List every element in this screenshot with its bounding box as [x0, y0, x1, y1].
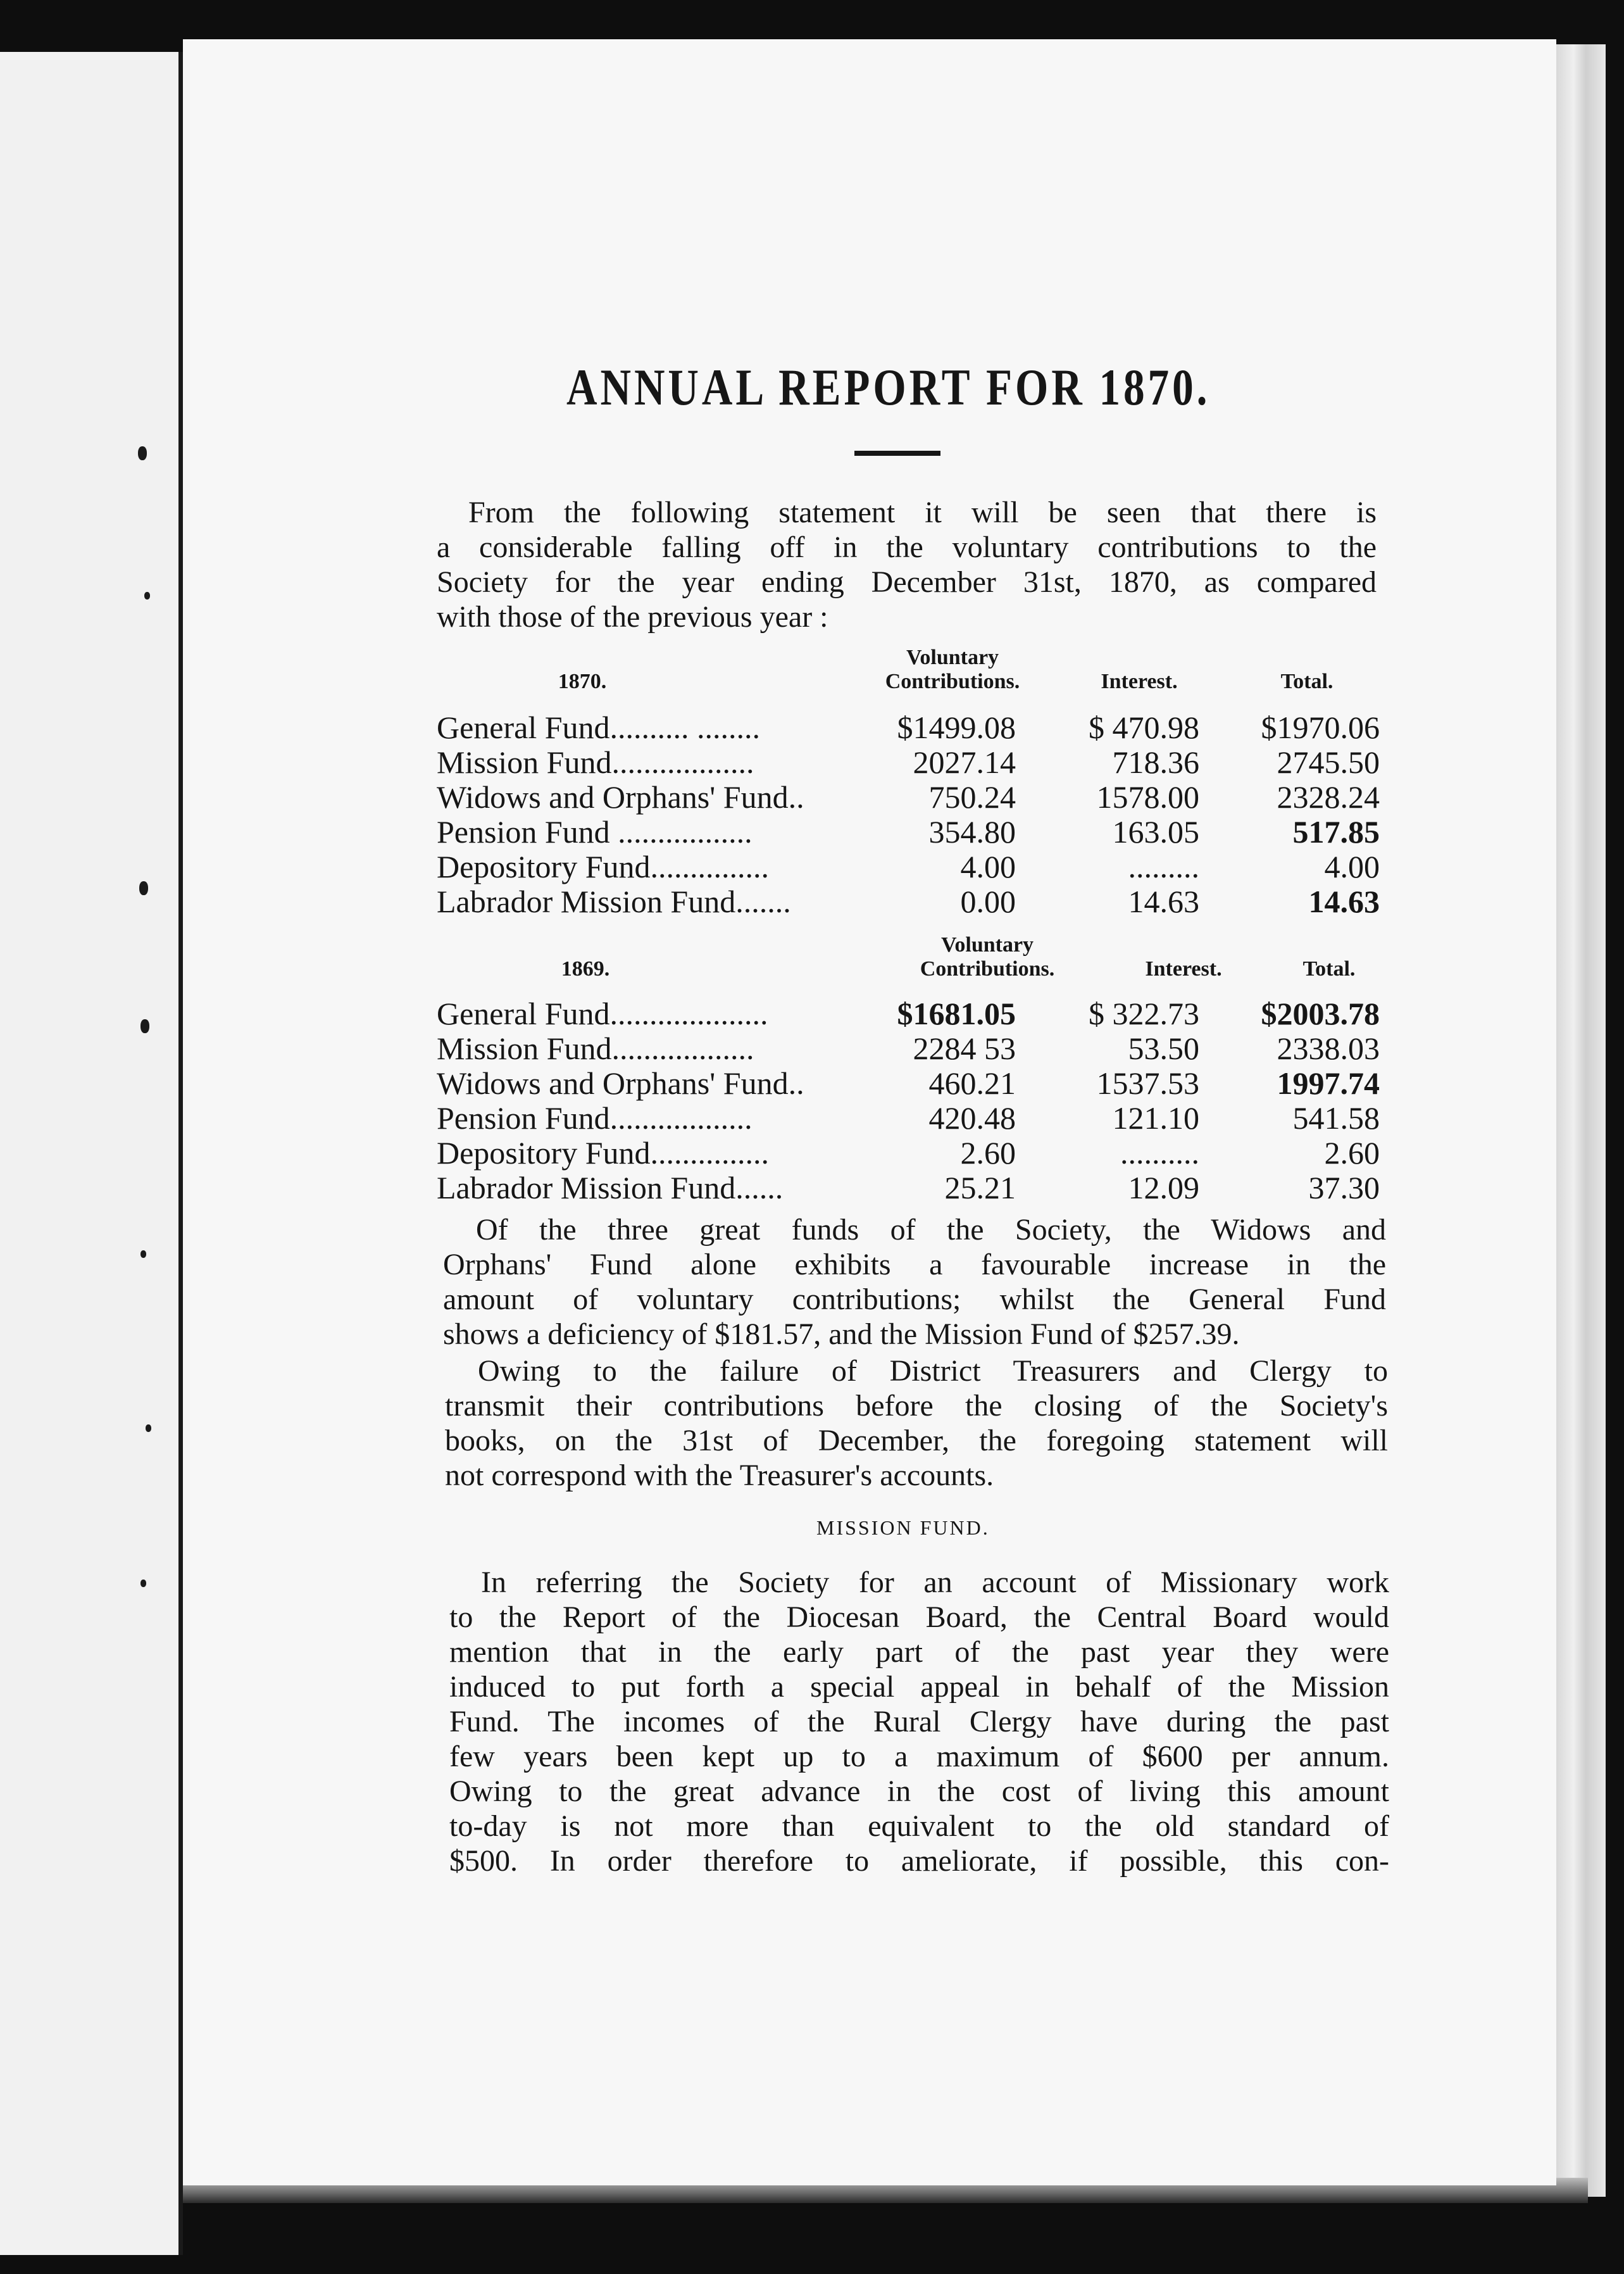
voluntary-value: $1681.05	[897, 996, 1016, 1031]
paragraph-line: Owing to the great advance in the cost of living this amount	[449, 1775, 1389, 1808]
page-title: ANNUAL REPORT FOR 1870.	[566, 358, 1211, 416]
paragraph-line: Fund. The incomes of the Rural Clergy have during the past	[449, 1705, 1389, 1738]
mission-paragraph	[449, 1565, 1389, 1878]
left-page-edge	[0, 52, 180, 2255]
binding-hole-mark	[141, 1250, 146, 1258]
paragraph-line: with those of the previous year :	[437, 600, 828, 634]
intro-paragraph	[437, 495, 1377, 634]
column-header-voluntary-line2: Contributions.	[920, 957, 1055, 981]
binding-hole-mark	[141, 1580, 146, 1587]
paragraph-line: shows a deficiency of $181.57, and the Mission Fund of $257.39.	[443, 1317, 1240, 1351]
paragraph-line: Orphans' Fund alone exhibits a favourable increase in the	[443, 1248, 1386, 1281]
fund-name: Mission Fund..................	[437, 744, 754, 780]
total-value: $2003.78	[1261, 996, 1380, 1031]
paragraph-line: to the Report of the Diocesan Board, the Central Board would	[449, 1600, 1389, 1634]
fund-name: General Fund.......... ........	[437, 710, 761, 745]
table-row	[437, 744, 1380, 779]
table-row	[437, 1169, 1380, 1204]
treasurers-paragraph	[445, 1354, 1388, 1493]
year-label-1870: 1870.	[558, 670, 607, 693]
interest-value: $ 470.98	[1089, 710, 1199, 745]
column-header-voluntary-line2: Contributions.	[885, 670, 1020, 693]
paragraph-line: books, on the 31st of December, the foregoing statement will	[445, 1424, 1388, 1457]
fund-name: Pension Fund .................	[437, 814, 753, 850]
table-row	[437, 1065, 1380, 1100]
column-header-interest: Interest.	[1101, 670, 1178, 693]
paragraph-line: mention that in the early part of the past year they were	[449, 1635, 1389, 1669]
fund-name: Pension Fund..................	[437, 1100, 753, 1136]
funds-paragraph	[443, 1212, 1386, 1352]
total-value: 4.00	[1324, 849, 1380, 884]
paragraph-line: Of the three great funds of the Society, the Widows and	[476, 1213, 1386, 1247]
total-value: 541.58	[1292, 1100, 1380, 1136]
voluntary-value: 0.00	[960, 884, 1016, 919]
voluntary-value: 354.80	[928, 814, 1016, 850]
binding-hole-mark	[146, 1424, 151, 1432]
table-row	[437, 1030, 1380, 1065]
column-header-voluntary	[851, 646, 1054, 694]
column-header-voluntary-line1: Voluntary	[906, 646, 999, 669]
paragraph-line: induced to put forth a special appeal in behalf of the Mission	[449, 1670, 1389, 1704]
paragraph-line: transmit their contributions before the closing of the Society's	[445, 1389, 1388, 1423]
voluntary-value: 4.00	[960, 849, 1016, 884]
total-value: 2338.03	[1277, 1031, 1380, 1066]
table-row	[437, 995, 1380, 1030]
paragraph-line: Society for the year ending December 31st, 1870, as compared	[437, 565, 1377, 599]
fund-name: Widows and Orphans' Fund..	[437, 779, 804, 815]
paragraph-line: In referring the Society for an account of Missionary work	[481, 1566, 1389, 1599]
binding-hole-mark	[141, 1019, 149, 1033]
interest-value: 1537.53	[1096, 1065, 1199, 1101]
paragraph-line: not correspond with the Treasurer's accounts.	[445, 1459, 994, 1492]
voluntary-value: 420.48	[928, 1100, 1016, 1136]
column-header-total: Total.	[1280, 670, 1334, 693]
paragraph-line: From the following statement it will be seen that there is	[468, 496, 1377, 529]
fund-name: Labrador Mission Fund......	[437, 1170, 784, 1205]
binding-hole-mark	[138, 446, 147, 460]
paragraph-line: Owing to the failure of District Treasurers and Clergy to	[478, 1354, 1388, 1388]
stacked-page-edges	[1556, 44, 1606, 2197]
column-header-voluntary	[883, 933, 1092, 981]
fund-name: Widows and Orphans' Fund..	[437, 1065, 804, 1101]
table-row	[437, 779, 1380, 813]
total-value: $1970.06	[1261, 710, 1380, 745]
fund-name: Labrador Mission Fund.......	[437, 884, 791, 919]
total-value: 2.60	[1324, 1135, 1380, 1171]
section-heading: MISSION FUND.	[816, 1516, 990, 1539]
interest-value: ..........	[1120, 1135, 1199, 1171]
year-label-1869: 1869.	[561, 957, 610, 981]
title-rule	[854, 451, 940, 456]
binding-hole-mark	[139, 881, 148, 895]
voluntary-value: 2027.14	[913, 744, 1016, 780]
fund-name: General Fund....................	[437, 996, 768, 1031]
interest-value: $ 322.73	[1089, 996, 1199, 1031]
table-row	[437, 1100, 1380, 1134]
fund-name: Mission Fund..................	[437, 1031, 754, 1066]
binding-hole-mark	[144, 592, 150, 600]
interest-value: .........	[1128, 849, 1199, 884]
column-header-total: Total.	[1302, 957, 1356, 981]
column-header-voluntary-line1: Voluntary	[940, 933, 1034, 957]
voluntary-value: 460.21	[928, 1065, 1016, 1101]
table-row	[437, 848, 1380, 883]
voluntary-value: 2284 53	[913, 1031, 1016, 1066]
total-value: 517.85	[1292, 814, 1380, 850]
table-row	[437, 1134, 1380, 1169]
paragraph-line: to-day is not more than equivalent to the old standard of	[449, 1809, 1389, 1843]
interest-value: 718.36	[1112, 744, 1199, 780]
total-value: 37.30	[1308, 1170, 1380, 1205]
total-value: 14.63	[1308, 884, 1380, 919]
table-row	[437, 883, 1380, 918]
voluntary-value: 2.60	[960, 1135, 1016, 1171]
table-row	[437, 813, 1380, 848]
interest-value: 53.50	[1128, 1031, 1199, 1066]
voluntary-value: 750.24	[928, 779, 1016, 815]
interest-value: 12.09	[1128, 1170, 1199, 1205]
interest-value: 1578.00	[1096, 779, 1199, 815]
voluntary-value: $1499.08	[897, 710, 1016, 745]
interest-value: 121.10	[1112, 1100, 1199, 1136]
binding-gutter	[178, 52, 183, 2255]
table-row	[437, 709, 1380, 744]
fund-name: Depository Fund...............	[437, 1135, 769, 1171]
total-value: 2328.24	[1277, 779, 1380, 815]
paragraph-line: a considerable falling off in the voluntary contributions to the	[437, 531, 1377, 564]
fund-name: Depository Fund...............	[437, 849, 769, 884]
total-value: 1997.74	[1277, 1065, 1380, 1101]
paragraph-line: $500. In order therefore to ameliorate, if possible, this con-	[449, 1844, 1389, 1878]
column-header-interest: Interest.	[1145, 957, 1222, 981]
paragraph-line: amount of voluntary contributions; whilst the General Fund	[443, 1283, 1386, 1316]
interest-value: 163.05	[1112, 814, 1199, 850]
paragraph-line: few years been kept up to a maximum of $600 per annum.	[449, 1740, 1389, 1773]
interest-value: 14.63	[1128, 884, 1199, 919]
total-value: 2745.50	[1277, 744, 1380, 780]
voluntary-value: 25.21	[944, 1170, 1016, 1205]
